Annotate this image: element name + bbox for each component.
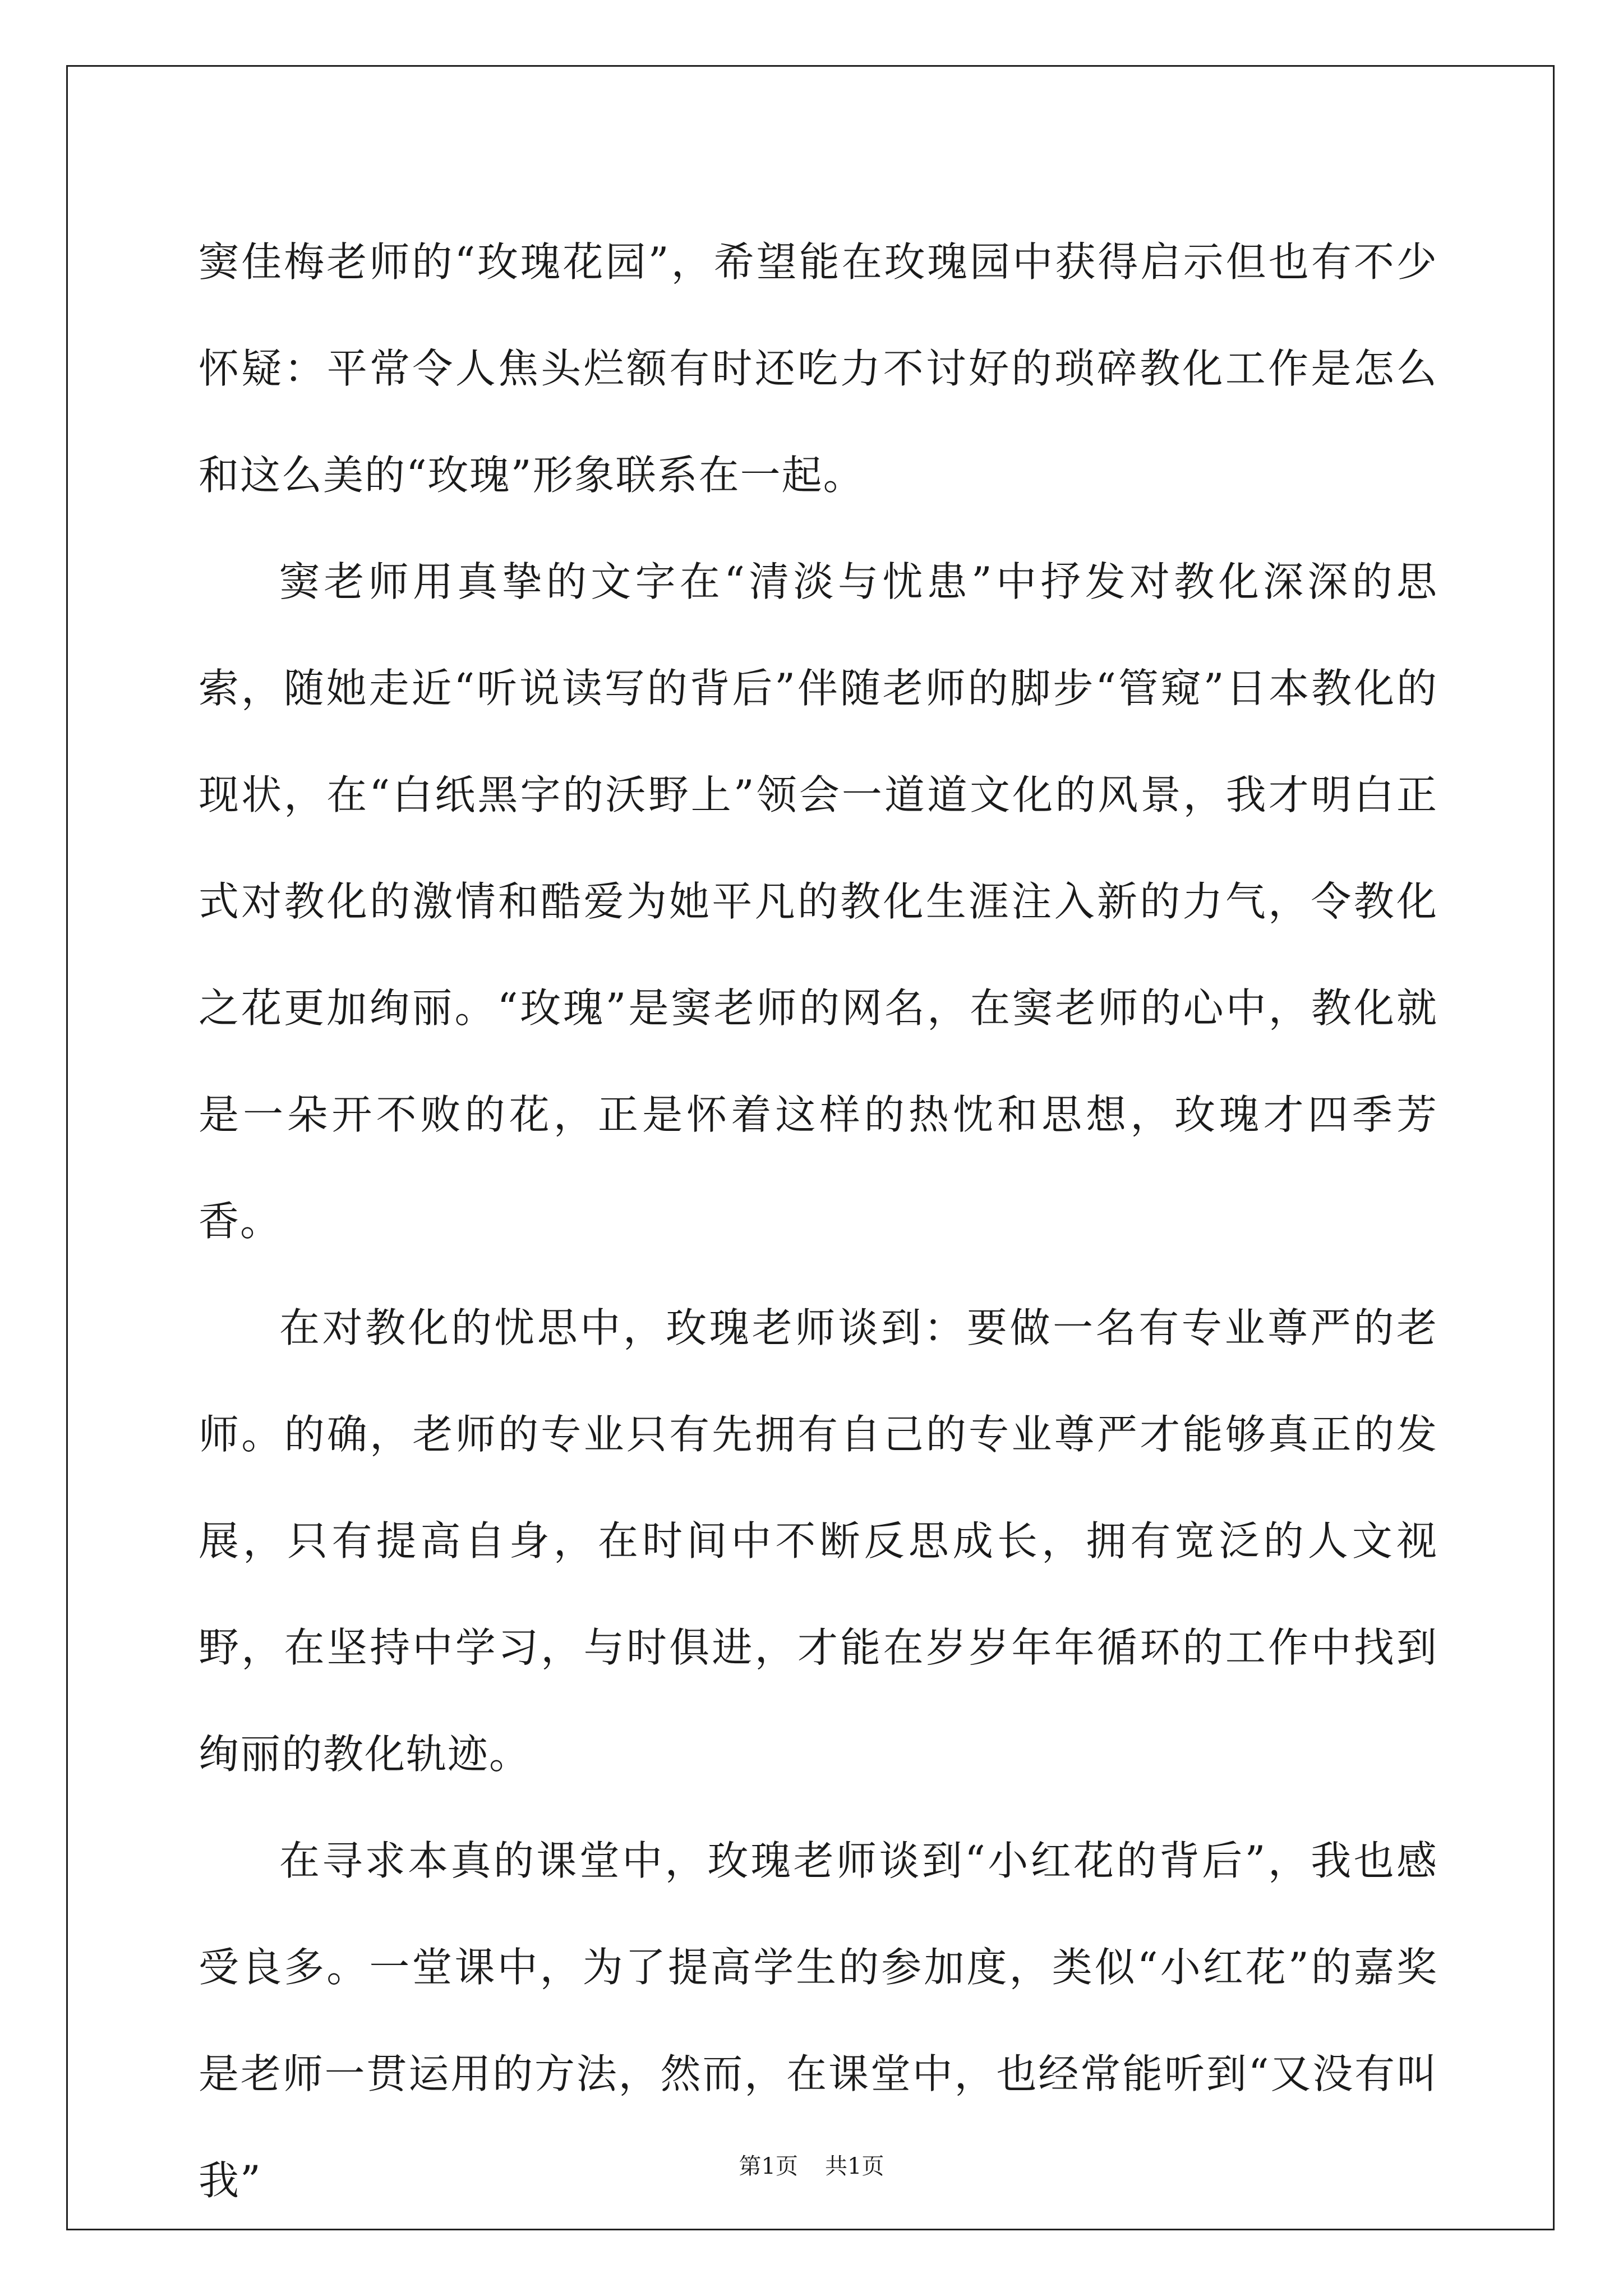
page-number: 第1页 [739,2154,798,2179]
paragraph-3: 在对教化的忧思中，玫瑰老师谈到：要做一名有专业尊严的老师。的确，老师的专业只有先拥有自己的专业尊严才能够真正的发展，只有提高自身，在时间中不断反思成长，拥有宽泛的人文视野，在坚持中学习，与时俱进，才能在岁岁年年循环的工作中找到绚丽的教化轨迹。 [199,1304,1438,1778]
page-footer [0,2148,1623,2180]
paragraph-4: 在寻求本真的课堂中，玫瑰老师谈到“小红花的背后”，我也感受良多。一堂课中，为了提高学生的参加度，类似“小红花”的嘉奖是老师一贯运用的方法，然而，在课堂中，也经常能听到“又没有叫我” [199,1837,1438,2204]
paragraph-1: 窦佳梅老师的“玫瑰花园”，希望能在玫瑰园中获得启示但也有不少怀疑：平常令人焦头烂额有时还吃力不讨好的琐碎教化工作是怎么和这么美的“玫瑰”形象联系在一起。 [199,238,1438,499]
paragraph-2: 窦老师用真挚的文字在“清淡与忧患”中抒发对教化深深的思索，随她走近“听说读写的背后”伴随老师的脚步“管窥”日本教化的现状，在“白纸黑字的沃野上”领会一道道文化的风景，我才明白正式对教化的激情和酷爱为她平凡的教化生涯注入新的力气，令教化之花更加绚丽。“玫瑰”是窦老师的网名，在窦老师的心中，教化就是一朵开不败的花，正是怀着这样的热忱和思想，玫瑰才四季芳香。 [199,558,1438,1245]
document-body [199,209,1438,2234]
page-total: 共1页 [825,2154,884,2179]
